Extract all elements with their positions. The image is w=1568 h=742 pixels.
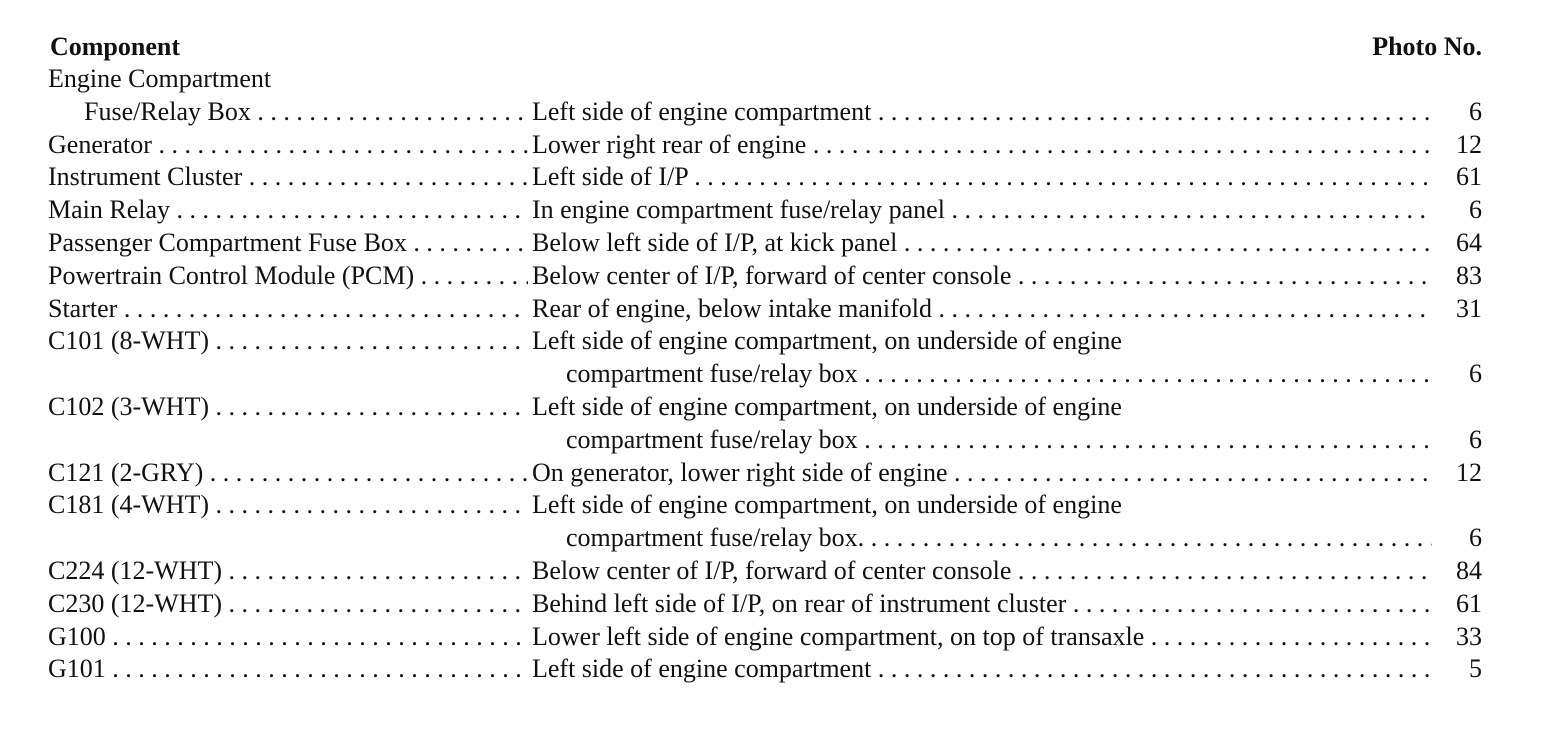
location-cell [532,325,1432,358]
component-name: Generator . . . [48,130,528,159]
location-text: On generator, lower right side of engine . . . [532,458,1432,487]
component-name: Starter . . . [48,294,528,323]
component-name: C224 (12-WHT) . . . [48,556,528,585]
location-text: Lower right rear of engine . . . [532,130,1432,159]
location-cell [532,588,1432,621]
component-cell [48,588,528,621]
location-text: Behind left side of I/P, on rear of instrument cluster . . . [532,589,1432,618]
table-row [48,424,1482,457]
location-cell [532,555,1432,588]
location-cell [566,522,1432,555]
table-row [48,194,1482,227]
location-cell [532,293,1432,326]
component-cell [48,260,528,293]
component-cell [48,489,528,522]
component-name: C101 (8-WHT) . . . [48,326,528,355]
component-name: Powertrain Control Module (PCM) . . . [48,261,528,290]
table-row [48,489,1482,522]
location-cell [532,621,1432,654]
table-row [48,325,1482,358]
component-name: Main Relay . . . [48,195,528,224]
location-cell [532,489,1432,522]
component-name: G100 . . . [48,622,528,651]
component-name: G101 . . . [48,654,528,683]
location-text: Below left side of I/P, at kick panel . . . [532,228,1432,257]
table-row [48,63,1482,96]
component-name: Passenger Compartment Fuse Box . . . [48,228,528,257]
photo-number: 64 [1456,227,1482,257]
component-name: C181 (4-WHT) . . . [48,490,528,519]
photo-number: 12 [1456,129,1482,159]
location-cell [532,457,1432,490]
table-body [48,63,1482,686]
table-row [48,522,1482,555]
location-text: compartment fuse/relay box. . . . [566,523,1432,552]
photo-number: 6 [1469,523,1482,553]
location-cell [532,260,1432,293]
component-cell [48,391,528,424]
photo-number: 6 [1469,359,1482,389]
location-cell [532,129,1432,162]
photo-number: 61 [1456,588,1482,618]
location-cell [532,391,1432,424]
location-cell [532,194,1432,227]
component-name: Fuse/Relay Box . . . [48,97,528,126]
component-cell [48,293,528,326]
photo-number: 6 [1469,96,1482,126]
photo-number: 12 [1456,457,1482,487]
component-cell [48,194,528,227]
location-text: Left side of engine compartment, on underside of engine [532,490,1122,520]
table-row [48,227,1482,260]
component-name: C230 (12-WHT) . . . [48,589,528,618]
location-cell [566,358,1432,391]
component-name: Instrument Cluster . . . [48,162,528,191]
location-text: compartment fuse/relay box . . . [566,359,1432,388]
location-cell [532,227,1432,260]
location-text: Left side of I/P . . . [532,162,1432,191]
component-cell [48,621,528,654]
table-row [48,129,1482,162]
location-text: Left side of engine compartment, on underside of engine [532,391,1122,421]
location-text: Left side of engine compartment . . . [532,97,1432,126]
location-cell [566,424,1432,457]
table-row [48,555,1482,588]
photo-number: 33 [1456,621,1482,651]
component-cell [48,325,528,358]
component-cell [48,227,528,260]
table-header [48,30,1482,63]
component-column-header: Component [50,32,181,61]
photo-number: 61 [1456,162,1482,192]
table-row [48,588,1482,621]
location-text: compartment fuse/relay box . . . [566,425,1432,454]
component-cell [48,555,528,588]
component-name: C102 (3-WHT) . . . [48,392,528,421]
photo-number: 31 [1456,293,1482,323]
component-location-table [48,30,1482,686]
photo-number: 5 [1469,654,1482,684]
location-text: Left side of engine compartment, on underside of engine [532,326,1122,356]
component-cell [48,63,528,96]
location-text: In engine compartment fuse/relay panel . . . [532,195,1432,224]
table-row [48,391,1482,424]
location-text: Lower left side of engine compartment, on top of transaxle . . . [532,622,1432,651]
location-cell [532,653,1432,686]
location-text: Below center of I/P, forward of center console . . . [532,261,1432,290]
table-row [48,260,1482,293]
location-cell [532,96,1432,129]
location-text: Rear of engine, below intake manifold . . . [532,294,1432,323]
component-cell [48,96,528,129]
component-name: Engine Compartment [48,64,272,93]
table-row [48,621,1482,654]
photo-number: 83 [1456,260,1482,290]
location-text: Below center of I/P, forward of center console . . . [532,556,1432,585]
location-cell [532,161,1432,194]
component-cell [48,161,528,194]
location-text: Left side of engine compartment . . . [532,654,1432,683]
table-row [48,293,1482,326]
component-cell [48,129,528,162]
component-name: C121 (2-GRY) . . . [48,458,528,487]
table-row [48,653,1482,686]
table-row [48,96,1482,129]
photo-number: 84 [1456,555,1482,585]
component-cell [48,457,528,490]
table-row [48,457,1482,490]
table-row [48,161,1482,194]
table-row [48,358,1482,391]
photo-number: 6 [1469,195,1482,225]
component-cell [48,653,528,686]
photo-number: 6 [1469,424,1482,454]
photo-number-column-header: Photo No. [1372,32,1482,61]
